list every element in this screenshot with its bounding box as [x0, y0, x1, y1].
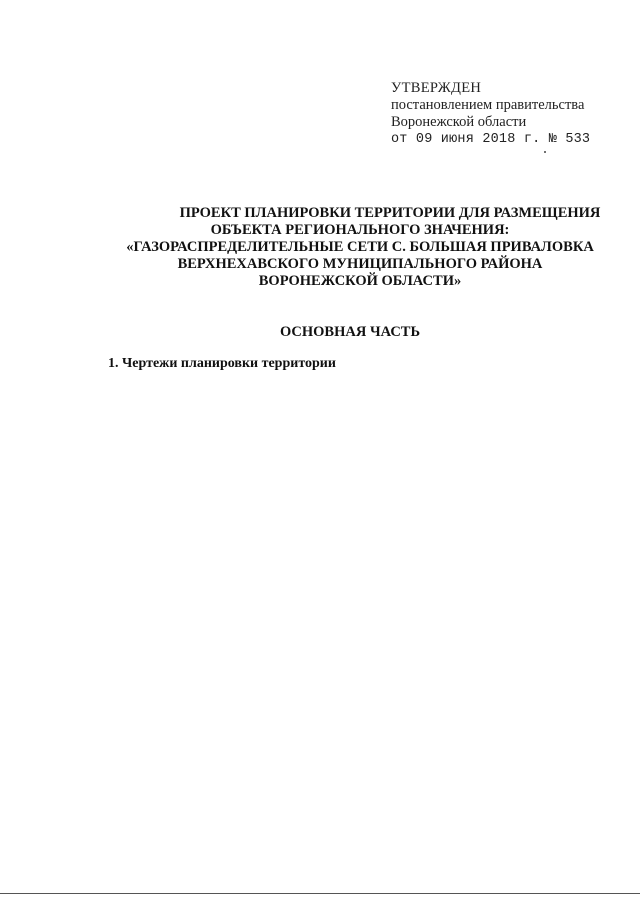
approval-line-resolution: постановлением правительства [391, 97, 585, 113]
page-bottom-edge [0, 893, 640, 894]
section-heading: ОСНОВНАЯ ЧАСТЬ [279, 324, 421, 340]
title-line-2: ОБЪЕКТА РЕГИОНАЛЬНОГО ЗНАЧЕНИЯ: [210, 222, 510, 238]
title-line-4: ВЕРХНЕХАВСКОГО МУНИЦИПАЛЬНОГО РАЙОНА [177, 256, 543, 272]
approval-heading: УТВЕРЖДЕН [391, 80, 482, 96]
title-line-3: «ГАЗОРАСПРЕДЕЛИТЕЛЬНЫЕ СЕТИ С. БОЛЬШАЯ ПРИВАЛОВКА [126, 239, 594, 255]
title-line-5: ВОРОНЕЖСКОЙ ОБЛАСТИ» [258, 273, 462, 289]
scan-speck [544, 151, 546, 153]
document-title [100, 205, 620, 290]
approval-stamp [391, 80, 631, 148]
approval-line-date-number: от 09 июня 2018 г. № 533 [391, 132, 591, 147]
title-line-1: ПРОЕКТ ПЛАНИРОВКИ ТЕРРИТОРИИ ДЛЯ РАЗМЕЩЕНИЯ [179, 205, 601, 221]
list-item: 1. Чертежи планировки территории [108, 356, 336, 371]
approval-line-region: Воронежской области [391, 114, 527, 130]
